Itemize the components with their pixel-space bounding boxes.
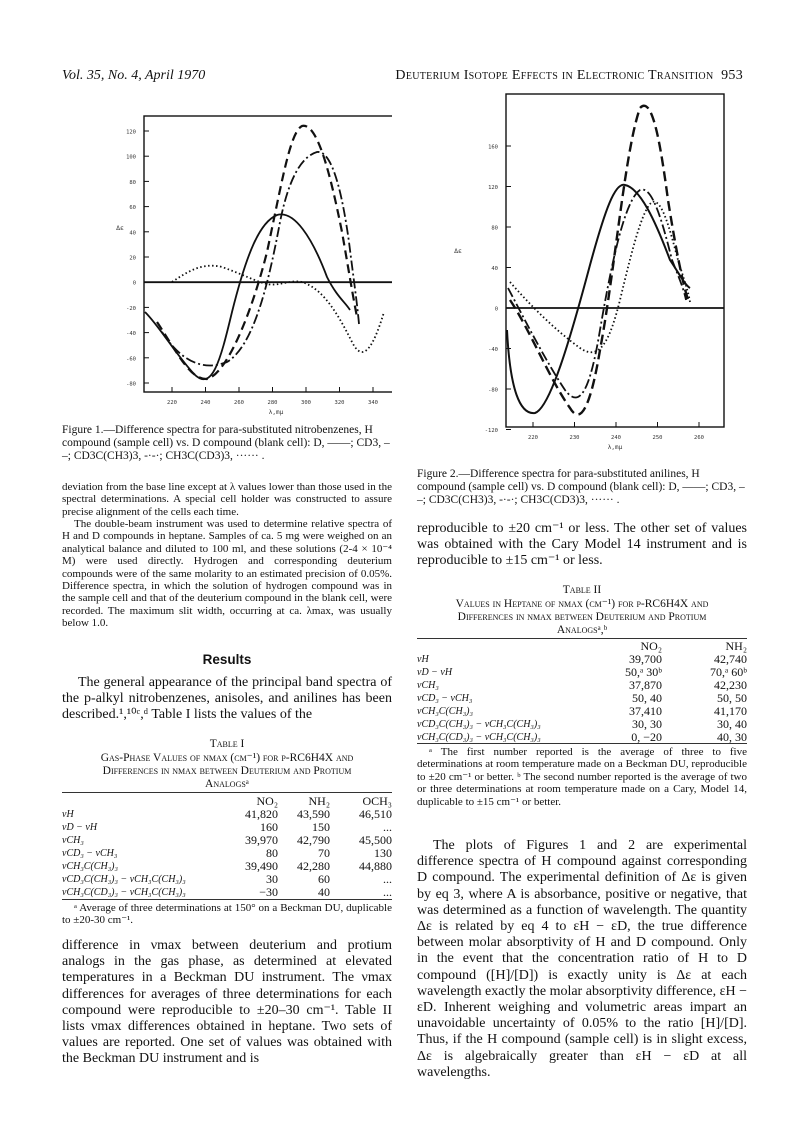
table-1-row-label: νCH₃C(CH₃)₃ — [62, 861, 118, 872]
y-tick-label: 40 — [129, 230, 136, 237]
y-tick-label: 20 — [129, 255, 136, 262]
x-tick-label: 230 — [569, 435, 580, 441]
table-2-cell: 42,740 — [714, 652, 747, 666]
y-tick-label: -20 — [126, 305, 136, 312]
table-2-cell: 50,ᵃ 30ᵇ — [625, 665, 662, 679]
table-2-label: Table II — [562, 584, 602, 596]
page-number: 953 — [721, 68, 743, 83]
table-1-cell: 45,500 — [359, 833, 392, 847]
table-2-header-row — [417, 640, 747, 653]
table-2-row-label: νH — [417, 654, 429, 665]
y-tick-label: 0 — [494, 306, 498, 313]
results-heading: Results — [202, 652, 252, 667]
x-tick-label: 240 — [611, 435, 621, 441]
curve-d-solid — [145, 214, 350, 379]
figure-2-curves — [507, 106, 690, 415]
figure-1-axes — [116, 116, 392, 416]
curve-cd3-dashed — [510, 106, 688, 415]
table-2-cell: 70,ᵃ 60ᵇ — [710, 665, 747, 679]
table-1-col-header: NH₂ — [308, 794, 330, 808]
curve-cd3-dashed — [157, 126, 357, 379]
x-tick-label: 280 — [267, 400, 278, 406]
table-2-top-rule — [417, 638, 747, 639]
table-1-cell: ... — [383, 885, 392, 899]
x-tick-label: 220 — [167, 400, 177, 406]
table-1-cell: −30 — [259, 885, 278, 899]
curve-ch3c-dotted — [172, 266, 384, 352]
y-tick-label: -80 — [488, 387, 498, 394]
table-1-top-rule — [62, 792, 392, 793]
y-tick-label: 80 — [491, 225, 498, 232]
figure-1 — [62, 112, 392, 417]
table-2-row — [417, 666, 747, 679]
y-tick-label: 120 — [126, 129, 136, 136]
table-2-row-label: νCD₃ − νCH₃ — [417, 693, 473, 704]
table-1-row — [62, 886, 392, 899]
curve-d-solid — [507, 185, 690, 413]
y-tick-label: 80 — [129, 179, 136, 186]
y-tick-label: -60 — [126, 356, 136, 363]
table-2-cell: 50, 50 — [717, 691, 747, 705]
paragraph-reproducible: reproducible to ±20 cm⁻¹ or less. The other set of values was obtained with the Cary Model 14 instrument and is reproducible to ±15 cm⁻¹ or less. — [417, 521, 747, 569]
y-axis-label: Δε — [454, 247, 462, 255]
table-1-cell: 41,820 — [245, 807, 278, 821]
plot-frame — [144, 116, 392, 392]
table-2 — [417, 640, 747, 744]
table-1-row-label: νCH₃ — [62, 835, 84, 846]
figure-2 — [440, 90, 750, 462]
figure-2-caption: Figure 2.—Difference spectra for para-substituted anilines, H compound (sample cell) vs. D compound (blank cell): D, ——; CD3, – –; CD3C(CH3)3, -·-·; CH3C(CD3)3, ······ . — [417, 468, 745, 506]
running-header-right — [345, 68, 743, 84]
table-2-cell: 41,170 — [714, 704, 747, 718]
table-1-cell: ... — [383, 820, 392, 834]
table-2-cell: 39,700 — [629, 652, 662, 666]
table-1-footnote: ᵃ Average of three determinations at 150° on a Beckman DU, duplicable to ±20-30 cm⁻¹. — [62, 902, 392, 927]
paragraph-methods-2: The double-beam instrument was used to determine relative spectra of H and D compounds in heptane. Samples of ca. 5 mg were weighed on an analytical balance and diluted to 100 ml, and these solutions (2-4 × 10⁻⁴ M) were used directly. Hydrogen and corresponding deuterium compounds were of the same molarity to an estimated precision of 0.05%. Difference spectra, in which the solution of hydrogen compound was in the sample cell and that of the deuterium compound in the blank cell, were recorded. The maximum slit width, occurring at ca. λmax, was usually below 1.0. — [62, 518, 392, 630]
running-header-left: Vol. 35, No. 4, April 1970 — [62, 68, 206, 83]
x-tick-label: 250 — [652, 435, 663, 441]
x-tick-label: 260 — [234, 400, 244, 406]
table-1-row-label: νCD₃C(CH₃)₃ − νCH₃C(CH₃)₃ — [62, 874, 186, 885]
table-2-bottom-rule — [417, 743, 747, 744]
table-1-row — [62, 821, 392, 834]
table-2-col-header: NH₂ — [725, 639, 747, 653]
x-tick-label: 240 — [200, 400, 211, 406]
table-2-cell: 50, 40 — [632, 691, 662, 705]
y-tick-label: 160 — [488, 144, 498, 151]
figure-1-caption: Figure 1.—Difference spectra for para-substituted nitrobenzenes, H compound (sample cell) vs. D compound (blank cell): D, ——; CD3, – –; CD3C(CH3)3, -·-·; CH3C(CD3)3, ······ . — [62, 424, 390, 462]
running-header-title: Deuterium Isotope Effects in Electronic Transition — [395, 68, 714, 83]
table-1-row-label: νCH₃C(CD₃)₃ − νCH₃C(CH₃)₃ — [62, 887, 186, 898]
table-1-col-header: OCH₃ — [362, 794, 392, 808]
table-2-col-header: NO₂ — [640, 639, 662, 653]
y-tick-label: 120 — [488, 185, 498, 191]
table-1-cell: 43,590 — [297, 807, 330, 821]
table-1-cell: 42,280 — [297, 859, 330, 873]
table-1-row — [62, 860, 392, 873]
table-2-row — [417, 718, 747, 731]
table-2-cell: 37,870 — [629, 678, 662, 692]
table-1-cell: 46,510 — [359, 807, 392, 821]
table-2-row — [417, 705, 747, 718]
table-1-header-row — [62, 795, 392, 808]
y-tick-label: -40 — [126, 331, 136, 338]
table-1-cell: 39,970 — [245, 833, 278, 847]
table-2-row-label: νCD₃C(CH₃)₃ − νCH₃C(CH₃)₃ — [417, 719, 541, 730]
paragraph-methods-1: deviation from the base line except at λ values lower than those used in the spectral determinations. A special cell holder was constructed to assure precise alignment of the cells each time. — [62, 481, 392, 518]
y-tick-label: 100 — [126, 154, 136, 161]
table-2-row — [417, 679, 747, 692]
x-axis-label: λ,mμ — [268, 409, 284, 416]
table-2-cell: 30, 40 — [717, 717, 747, 731]
table-1-cell: 39,490 — [245, 859, 278, 873]
y-tick-label: 0 — [132, 280, 136, 287]
table-1-cell: 160 — [260, 820, 278, 834]
table-1 — [62, 795, 392, 899]
table-1-cell: 60 — [318, 872, 330, 886]
x-tick-label: 320 — [334, 400, 345, 406]
table-2-cell: 40, 30 — [717, 730, 747, 744]
figure-1-curves — [145, 126, 384, 379]
table-1-col-header: NO₂ — [256, 794, 278, 808]
plot-frame — [506, 94, 724, 427]
table-1-title: Gas-Phase Values of νmax (cm⁻¹) for p-RC6H4X and Differences in νmax between Deuterium and Protium Analogsᵃ — [100, 752, 354, 790]
y-axis-label: Δε — [116, 224, 124, 232]
table-1-row-label: νD − νH — [62, 822, 98, 833]
table-1-cell: 44,880 — [359, 859, 392, 873]
x-tick-label: 260 — [694, 435, 704, 441]
table-2-footnote: ᵃ The first number reported is the average of three to five determinations at room temperature made on a Beckman DU, reproducible to ±20 cm⁻¹ or better. ᵇ The second number reported is the average of two or three determinations at room temperature made on a Cary, Model 14, duplicable to ±15 cm⁻¹ or better. — [417, 746, 747, 808]
paragraph-difference-spectra: The plots of Figures 1 and 2 are experimental difference spectra of H compound against corresponding D compound. The experimental definition of Δε is given by eq 3, where A is absorbance, positive or negative, that was determined as a function of wavelength. The quantity Δε is related by eq 4 to εH − εD, the true difference between molar absorptivity of H and D compound. Only in the event that the concentration ratio of H to D compound ([H]/[D]) is exactly unity is Δε at each wavelength exactly the molar absorptivity difference, εH − εD. Inherent weighing and volumetric areas impart an unavoidable uncertainty of 0.05% to the ratio [H]/[D]. Thus, if the H compound (sample cell) is in slight excess, Δε is algebraically greater than εH − εD at all wavelengths. — [417, 838, 747, 1080]
table-1-label: Table I — [209, 738, 245, 750]
paragraph-gas-phase: difference in νmax between deuterium and protium analogs in the gas phase, as determined at elevated temperatures in a Beckman DU instrument. The νmax differences for averages of three determinations for each compound were reproducible to ±20–30 cm⁻¹. Table II lists νmax differences obtained in heptane. Two sets of values are reported. One set of values was obtained with the Beckman DU instrument and is — [62, 938, 392, 1067]
y-tick-label: -80 — [126, 381, 136, 388]
table-1-cell: 150 — [312, 820, 330, 834]
y-tick-label: -40 — [488, 347, 498, 353]
paragraph-results: The general appearance of the principal band spectra of the p-alkyl nitrobenzenes, anisoles, and anilines has been described.¹,¹⁰ᶜ,ᵈ Table I lists the values of the — [62, 675, 392, 723]
x-axis-label: λ,mμ — [607, 444, 623, 451]
table-1-cell: ... — [383, 872, 392, 886]
table-1-cell: 40 — [318, 885, 330, 899]
table-1-row — [62, 808, 392, 821]
y-tick-label: 40 — [491, 266, 498, 272]
table-1-cell: 42,790 — [297, 833, 330, 847]
table-2-title: Values in Heptane of νmax (cm⁻¹) for p-RC6H4X and Differences in νmax between Deuterium and Protium Analogsᵃ,ᵇ — [455, 598, 709, 636]
table-1-row — [62, 847, 392, 860]
table-2-cell: 37,410 — [629, 704, 662, 718]
table-2-row-label: νD − νH — [417, 667, 453, 678]
table-1-row — [62, 873, 392, 886]
table-2-cell: 42,230 — [714, 678, 747, 692]
table-2-row — [417, 692, 747, 705]
table-1-cell: 30 — [266, 872, 278, 886]
table-2-cell: 30, 30 — [632, 717, 662, 731]
y-tick-label: 60 — [129, 205, 136, 212]
x-tick-label: 340 — [368, 400, 378, 406]
curve-cd3c-dashdot — [162, 152, 359, 366]
table-2-cell: 0, −20 — [631, 730, 662, 744]
table-1-row — [62, 834, 392, 847]
table-1-bottom-rule — [62, 899, 392, 900]
table-2-row — [417, 653, 747, 666]
x-tick-label: 300 — [301, 400, 311, 406]
y-tick-label: -120 — [484, 428, 498, 434]
table-1-cell: 80 — [266, 846, 278, 860]
table-2-row-label: νCH₃C(CD₃)₃ − νCH₃C(CH₃)₃ — [417, 732, 541, 743]
table-1-cell: 70 — [318, 846, 330, 860]
table-1-row-label: νCD₃ − νCH₃ — [62, 848, 118, 859]
table-1-row-label: νH — [62, 809, 74, 820]
table-2-row-label: νCH₃C(CH₃)₃ — [417, 706, 473, 717]
table-1-cell: 130 — [374, 846, 392, 860]
x-tick-label: 220 — [528, 435, 538, 441]
table-2-row-label: νCH₃ — [417, 680, 439, 691]
